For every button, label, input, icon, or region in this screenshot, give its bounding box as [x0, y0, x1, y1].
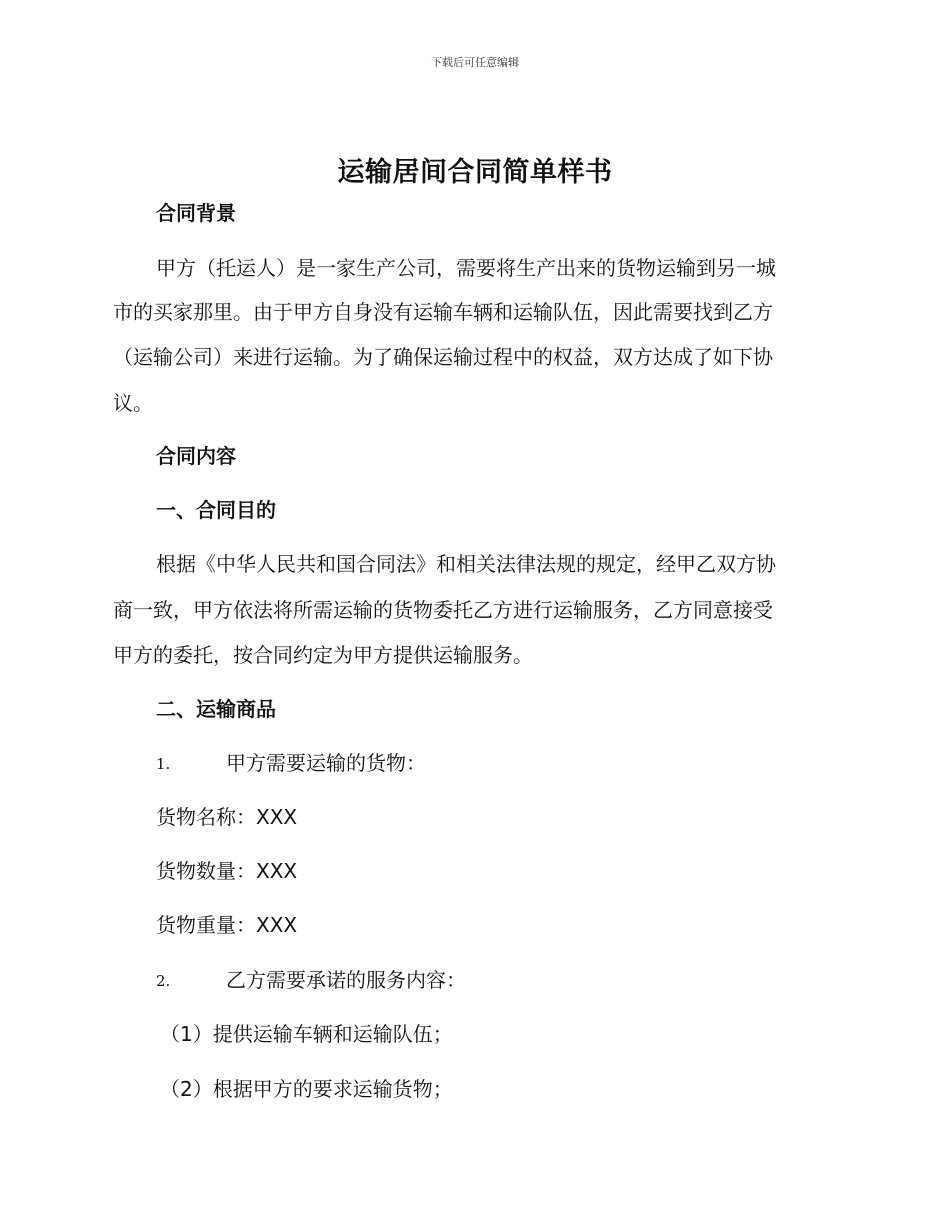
goods-heading: 二、运输商品 [156, 697, 276, 721]
item-2-number: 2. [156, 972, 171, 990]
background-line-2: 市的买家那里。由于甲方自身没有运输车辆和运输队伍，因此需要找到乙方 [113, 300, 773, 324]
item-1-number: 1. [156, 755, 171, 773]
background-heading: 合同背景 [156, 201, 236, 225]
goods-quantity: 货物数量：XXX [156, 859, 298, 883]
content-heading: 合同内容 [156, 444, 236, 468]
background-line-1: 甲方（托运人）是一家生产公司，需要将生产出来的货物运输到另一城 [156, 256, 776, 280]
purpose-line-2: 商一致，甲方依法将所需运输的货物委托乙方进行运输服务，乙方同意接受 [113, 598, 773, 622]
header-note: 下载后可任意编辑 [431, 56, 519, 69]
background-line-3: （运输公司）来进行运输。为了确保运输过程中的权益，双方达成了如下协 [113, 345, 773, 369]
purpose-line-1: 根据《中华人民共和国合同法》和相关法律法规的规定，经甲乙双方协 [156, 552, 776, 576]
item-1-text: 甲方需要运输的货物： [226, 751, 426, 775]
background-line-4: 议。 [113, 391, 153, 415]
service-item-2: （2）根据甲方的要求运输货物； [160, 1077, 453, 1101]
goods-name: 货物名称：XXX [156, 805, 298, 829]
item-2-text: 乙方需要承诺的服务内容： [226, 968, 466, 992]
goods-weight: 货物重量：XXX [156, 913, 298, 937]
document-title: 运输居间合同简单样书 [337, 157, 613, 188]
purpose-heading: 一、合同目的 [156, 498, 276, 522]
service-item-1: （1）提供运输车辆和运输队伍； [160, 1022, 453, 1046]
purpose-line-3: 甲方的委托，按合同约定为甲方提供运输服务。 [113, 643, 533, 667]
